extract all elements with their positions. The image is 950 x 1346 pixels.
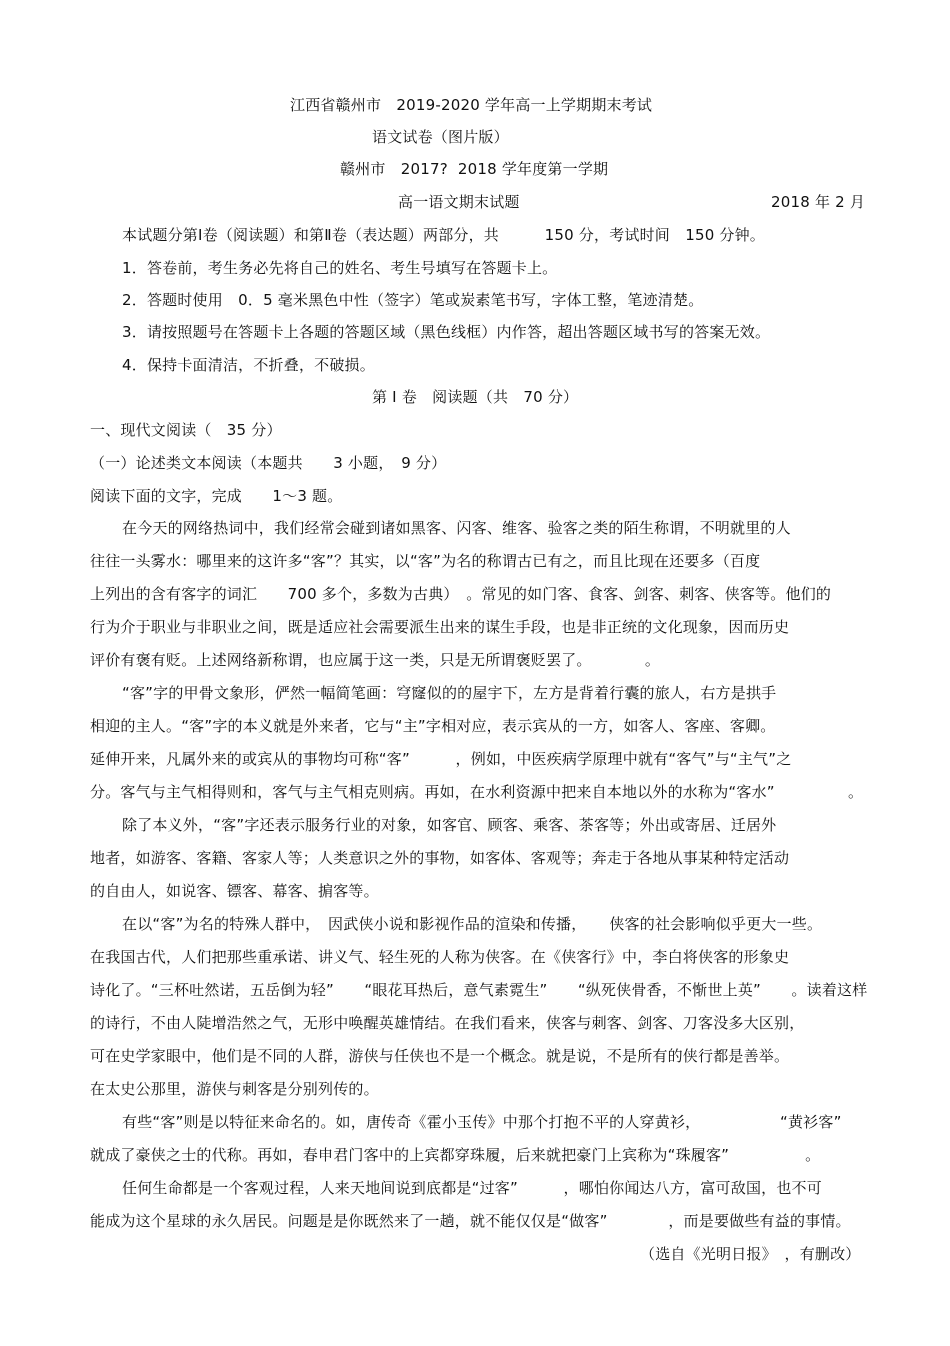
instructions-intro: 本试题分第Ⅰ卷（阅读题）和第Ⅱ卷（表达题）两部分，共 150 分，考试时间 150 分钟。 xyxy=(122,226,766,244)
passage-line: 在今天的网络热词中，我们经常会碰到诸如黑客、闪客、维客、验客之类的陌生称谓，不明就里的人 xyxy=(122,519,791,537)
passage-line: 往往一头雾水：哪里来的这许多“客”？其实，以“客”为名的称谓古已有之，而且比现在还要多（百度 xyxy=(90,552,761,570)
passage-line: 延伸开来，凡属外来的或宾从的事物均可称“客” ，例如，中医疾病学原理中就有“客气”与“主气”之 xyxy=(90,750,792,768)
passage-line-quote: “黄衫客” xyxy=(780,1113,842,1131)
part-title: 第 Ⅰ 卷 阅读题（共 70 分） xyxy=(372,388,579,406)
passage-line: 评价有褒有贬。上述网络新称谓，也应属于这一类，只是无所谓褒贬罢了。 。 xyxy=(90,651,661,669)
passage-line: 上列出的含有客字的词汇 700 多个，多数为古典） 。常见的如门客、食客、剑客、刺客、侠客等。他们的 xyxy=(90,585,832,603)
passage-line: 行为介于职业与非职业之间，既是适应社会需要派生出来的谋生手段，也是非正统的文化现象，因而历史 xyxy=(90,618,790,636)
passage-line: 能成为这个星球的永久居民。问题是是你既然来了一趟，就不能仅仅是“做客” ，而是要做些有益的事情。 xyxy=(90,1212,851,1230)
section-heading: 一、现代文阅读（ 35 分） xyxy=(90,421,282,439)
instruction-item: 4．保持卡面清洁，不折叠，不破损。 xyxy=(122,356,375,374)
page-subtitle: 语文试卷（图片版） xyxy=(372,128,509,146)
reading-direction: 阅读下面的文字，完成 1～3 题。 xyxy=(90,487,343,505)
school-year: 赣州市 2017? 2018 学年度第一学期 xyxy=(340,160,609,178)
passage-line: 就成了豪侠之士的代称。再如，春申君门客中的上宾都穿珠履，后来就把豪门上宾称为“珠履客” 。 xyxy=(90,1146,821,1164)
passage-line: 可在史学家眼中，他们是不同的人群，游侠与任侠也不是一个概念。就是说，不是所有的侠行都是善举。 xyxy=(90,1047,790,1065)
instruction-item: 3．请按照题号在答题卡上各题的答题区域（黑色线框）内作答，超出答题区域书写的答案无效。 xyxy=(122,323,771,341)
subsection-heading: （一）论述类文本阅读（本题共 3 小题， 9 分） xyxy=(90,454,447,472)
passage-line: 地者，如游客、客籍、客家人等；人类意识之外的事物，如客体、客观等；奔走于各地从事某种特定活动 xyxy=(90,849,790,867)
passage-line: 任何生命都是一个客观过程，人来天地间说到底都是“过客” ，哪怕你闻达八方，富可敌国，也不可 xyxy=(122,1179,822,1197)
passage-line: 的自由人，如说客、镖客、幕客、掮客等。 xyxy=(90,882,379,900)
instruction-item: 2．答题时使用 0．5 毫米黑色中性（签字）笔或炭素笔书写，字体工整，笔迹清楚。 xyxy=(122,291,704,309)
passage-line: 除了本义外，“客”字还表示服务行业的对象，如客官、顾客、乘客、茶客等；外出或寄居、迁居外 xyxy=(122,816,777,834)
passage-line: 分。客气与主气相得则和，客气与主气相克则病。再如，在水利资源中把来自本地以外的水称为“客水” xyxy=(90,783,775,801)
passage-line: 在我国古代，人们把那些重承诺、讲义气、轻生死的人称为侠客。在《侠客行》中，李白将侠客的形象史 xyxy=(90,948,790,966)
passage-line: 在以“客”为名的特殊人群中， 因武侠小说和影视作品的渲染和传播， 侠客的社会影响似乎更大一些。 xyxy=(122,915,823,933)
instruction-item: 1．答卷前，考生务必先将自己的姓名、考生号填写在答题卡上。 xyxy=(122,259,558,277)
passage-line: 有些“客”则是以特征来命名的。如，唐传奇《霍小玉传》中那个打抱不平的人穿黄衫， xyxy=(122,1113,701,1131)
exam-name: 高一语文期末试题 xyxy=(398,193,520,211)
passage-line: 的诗行，不由人陡增浩然之气，无形中唤醒英雄情结。在我们看来，侠客与刺客、剑客、刀客没多大区别， xyxy=(90,1014,805,1032)
passage-line: 诗化了。“三杯吐然诺，五岳倒为轻” “眼花耳热后，意气素霓生” “纵死侠骨香，不惭世上英” 。读着这样 xyxy=(90,981,868,999)
exam-date: 2018 年 2 月 xyxy=(771,193,866,211)
passage-source: （选自《光明日报》 ，有删改） xyxy=(640,1245,861,1263)
passage-line: 相迎的主人。“客”字的本义就是外来者，它与“主”字相对应，表示宾从的一方，如客人、客座、客卿。 xyxy=(90,717,776,735)
passage-line-end: 。 xyxy=(848,783,864,801)
passage-line: “客”字的甲骨文象形，俨然一幅简笔画：穹窿似的的屋宇下，左方是背着行囊的旅人，右方是拱手 xyxy=(122,684,777,702)
passage-line: 在太史公那里，游侠与刺客是分别列传的。 xyxy=(90,1080,379,1098)
page-title: 江西省赣州市 2019-2020 学年高一上学期期末考试 xyxy=(290,96,653,114)
